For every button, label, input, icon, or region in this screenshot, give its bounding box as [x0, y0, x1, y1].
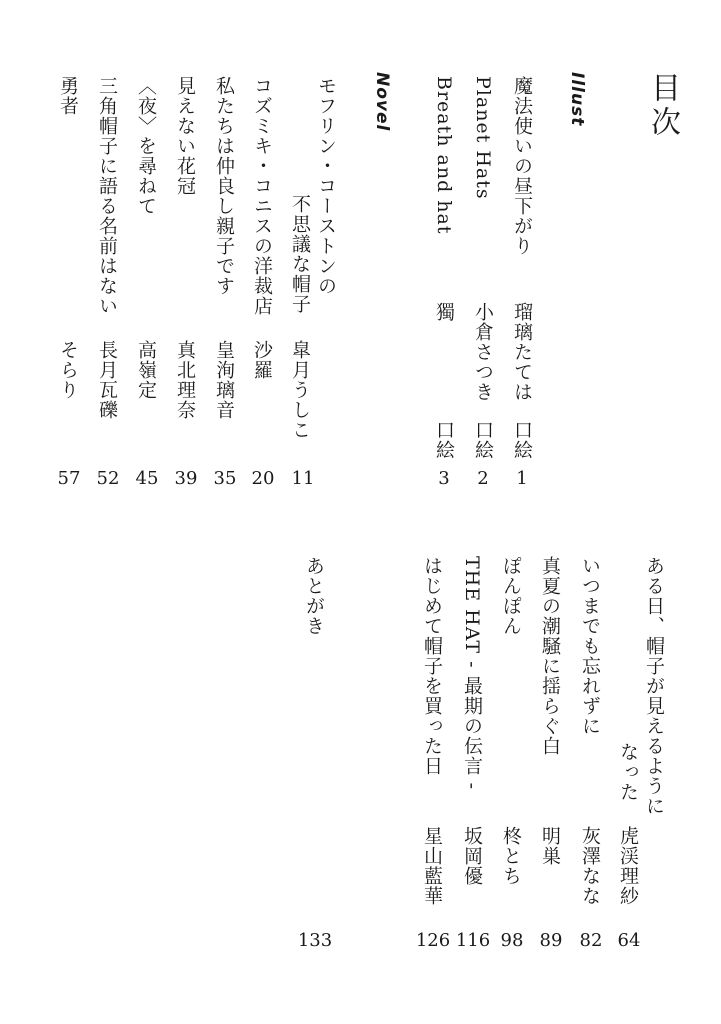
novel-title-4: 見えない花冠	[174, 76, 196, 196]
illust-pre-3: 口絵	[433, 420, 455, 460]
section-label-illust: Illust	[567, 72, 587, 127]
illust-author-3: 獨	[433, 302, 455, 322]
afterword-page: 133	[297, 930, 333, 951]
novel-title-10: 真夏の潮騒に揺らぐ白	[539, 556, 561, 756]
illust-author-1: 瑠璃たては	[511, 302, 533, 402]
novel-title-12: THE HAT - 最期の伝言 -	[461, 556, 483, 791]
novel-author-4: 真北理奈	[174, 340, 196, 420]
novel-title-8-cont: なった	[617, 742, 639, 802]
novel-title-1: モフリン・コーストンの	[315, 76, 337, 296]
novel-author-6: 長月瓦礫	[96, 340, 118, 420]
illust-title-2: Planet Hats	[472, 76, 494, 200]
novel-page-6: 52	[96, 468, 120, 489]
novel-author-12: 坂岡優	[461, 826, 483, 886]
novel-author-9: 灰澤なな	[579, 826, 601, 906]
novel-page-3: 35	[213, 468, 237, 489]
novel-author-11: 柊とち	[500, 826, 522, 886]
novel-page-8: 64	[617, 930, 641, 951]
novel-title-13: はじめて帽子を買った日	[421, 556, 443, 776]
afterword-title: あとがき	[303, 556, 325, 636]
novel-page-10: 89	[539, 930, 563, 951]
novel-author-7: そらり	[57, 340, 79, 400]
illust-title-3: Breath and hat	[433, 76, 455, 235]
novel-author-1: 皐月うしこ	[289, 340, 311, 440]
novel-author-5: 高嶺定	[135, 340, 157, 400]
illust-pre-1: 口絵	[511, 420, 533, 460]
novel-title-1-cont: 不思議な帽子	[289, 194, 311, 314]
novel-title-7: 勇者	[57, 76, 79, 116]
novel-page-7: 57	[57, 468, 81, 489]
novel-page-5: 45	[135, 468, 159, 489]
novel-page-12: 116	[455, 930, 491, 951]
illust-page-3: 3	[438, 468, 450, 489]
novel-title-5: 〈夜〉を尋ねて	[135, 76, 157, 216]
novel-author-10: 明巣	[539, 826, 561, 866]
illust-title-1: 魔法使いの昼下がり	[511, 76, 533, 256]
novel-title-2: コズミキ・コニスの洋裁店	[251, 76, 273, 316]
illust-page-1: 1	[516, 468, 528, 489]
novel-author-2: 沙羅	[251, 340, 273, 380]
novel-title-6: 三角帽子に語る名前はない	[96, 76, 118, 316]
novel-title-9: いつまでも忘れずに	[579, 556, 601, 736]
novel-page-1: 11	[291, 468, 315, 489]
novel-title-11: ぽんぽん	[500, 556, 522, 636]
novel-page-4: 39	[174, 468, 198, 489]
illust-page-2: 2	[477, 468, 489, 489]
novel-author-8: 虎渓理紗	[617, 826, 639, 906]
novel-page-13: 126	[415, 930, 451, 951]
illust-pre-2: 口絵	[472, 420, 494, 460]
page-title: 目次	[645, 72, 680, 140]
novel-title-8: ある日、帽子が見えるように	[643, 556, 665, 816]
novel-page-11: 98	[500, 930, 524, 951]
novel-author-3: 皇洵璃音	[213, 340, 235, 420]
illust-author-2: 小倉さつき	[472, 302, 494, 402]
novel-title-3: 私たちは仲良し親子です	[213, 76, 235, 296]
novel-author-13: 星山藍華	[421, 826, 443, 906]
section-label-novel: Novel	[372, 72, 392, 132]
novel-page-9: 82	[579, 930, 603, 951]
novel-page-2: 20	[251, 468, 275, 489]
